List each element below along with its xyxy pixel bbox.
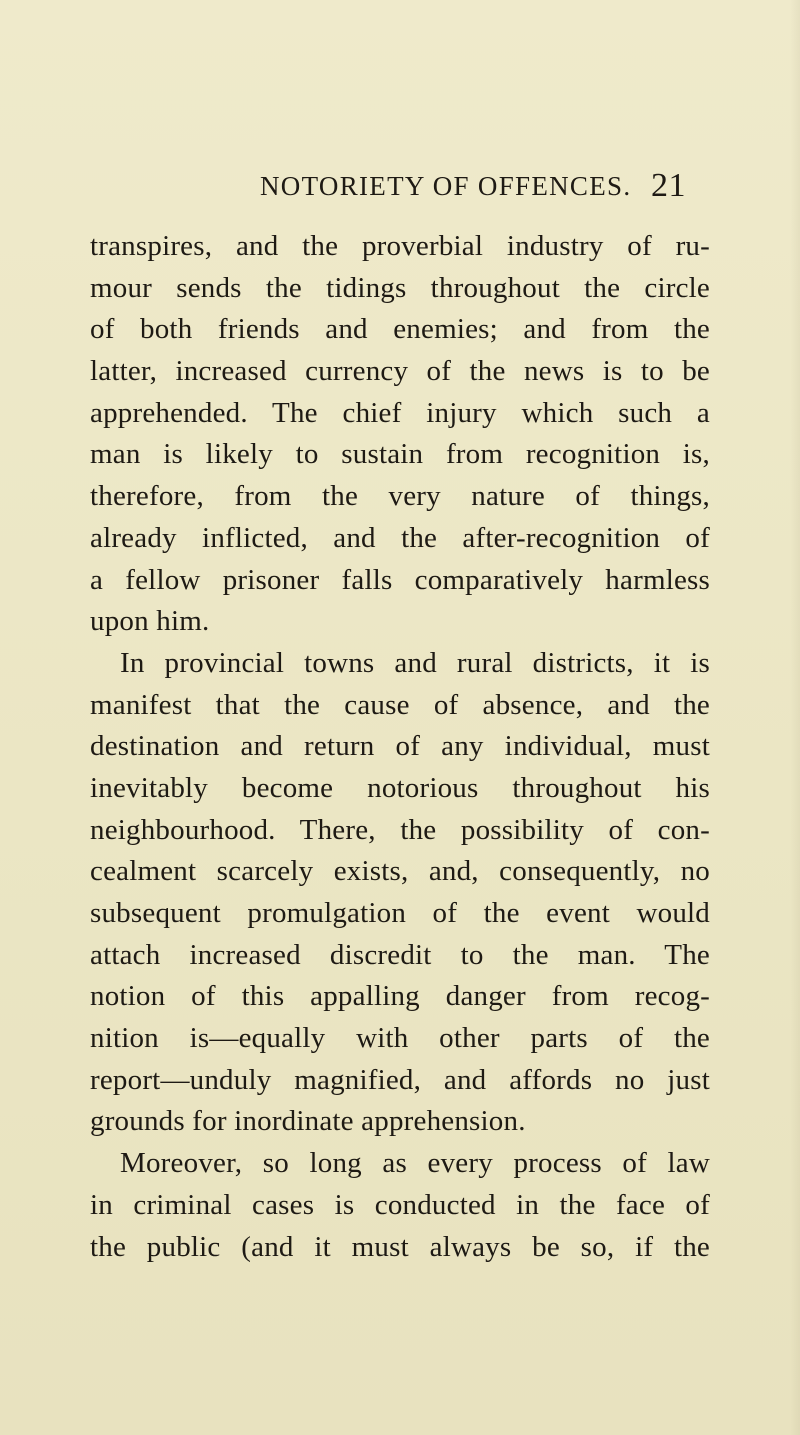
paragraph-start-line: Moreover, so long as every process of law [120, 1147, 710, 1180]
running-title: NOTORIETY OF OFFENCES. [260, 171, 632, 201]
paragraph-end-line: grounds for inordinate apprehension. [90, 1105, 526, 1138]
body-text [90, 226, 710, 1268]
text-line: cealment scarcely exists, and, consequently, no [90, 855, 710, 888]
text-line: in criminal cases is conducted in the face of [90, 1188, 710, 1221]
text-line: already inflicted, and the after-recognition of [90, 521, 710, 554]
text-line: man is likely to sustain from recognition is, [90, 438, 710, 471]
page-header [260, 166, 710, 206]
text-line: latter, increased currency of the news is to be [90, 355, 710, 388]
text-line: inevitably become notorious throughout his [90, 771, 710, 804]
text-line: the public (and it must always be so, if the [90, 1230, 710, 1263]
text-line: mour sends the tidings throughout the circle [90, 271, 710, 304]
text-line: attach increased discredit to the man. The [90, 938, 710, 971]
text-line: destination and return of any individual, must [90, 730, 710, 763]
text-line: report—unduly magnified, and affords no just [90, 1063, 710, 1096]
text-line: therefore, from the very nature of things, [90, 480, 710, 513]
text-line: notion of this appalling danger from recog- [90, 980, 710, 1013]
paper-edge-shade [790, 0, 800, 1435]
text-line: neighbourhood. There, the possibility of con- [90, 813, 710, 846]
text-line: a fellow prisoner falls comparatively harmless [90, 563, 710, 596]
paragraph-start-line: In provincial towns and rural districts, it is [120, 646, 710, 679]
page-number: 21 [651, 167, 686, 204]
text-line: apprehended. The chief injury which such a [90, 396, 710, 429]
text-line: manifest that the cause of absence, and the [90, 688, 710, 721]
text-line: nition is—equally with other parts of the [90, 1022, 710, 1055]
text-line: of both friends and enemies; and from the [90, 313, 710, 346]
paragraph-end-line: upon him. [90, 605, 210, 638]
text-line: subsequent promulgation of the event would [90, 897, 710, 929]
text-line: transpires, and the proverbial industry of ru- [90, 230, 710, 262]
